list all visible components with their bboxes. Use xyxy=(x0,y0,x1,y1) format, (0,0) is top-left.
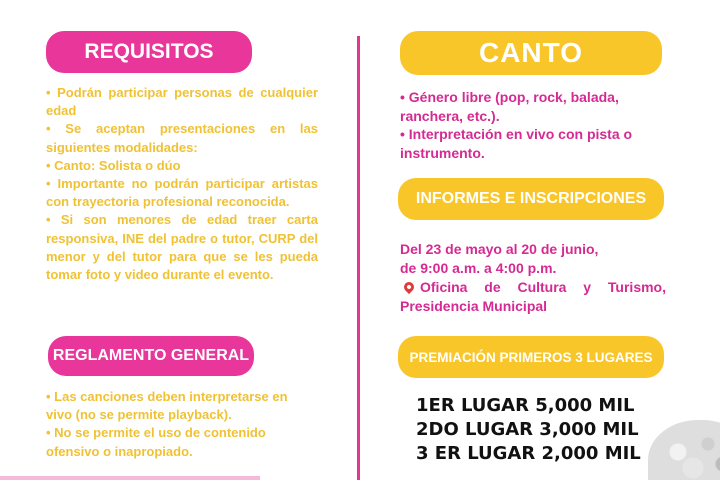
decorative-bottom-stripe xyxy=(0,476,260,480)
requisitos-heading-text: REQUISITOS xyxy=(84,40,214,63)
requisito-item: • Canto: Solista o dúo xyxy=(46,157,181,173)
reglamento-heading xyxy=(48,336,254,376)
column-divider xyxy=(357,36,360,480)
reglamento-item: • No se permite el uso de contenido ofensivo o inapropiado. xyxy=(46,425,266,459)
prize-second: 2DO LUGAR 3,000 MIL xyxy=(416,419,639,440)
premiacion-heading xyxy=(398,336,664,378)
informes-dates-line: Del 23 de mayo al 20 de junio, xyxy=(400,241,599,257)
canto-heading xyxy=(400,31,662,75)
canto-list xyxy=(400,88,666,162)
requisito-item: • Si son menores de edad traer carta responsiva, INE del padre o tutor, CURP del menor y del tutor para que se les pueda tomar foto y video durante el evento. xyxy=(46,212,318,283)
requisito-item: • Importante no podrán participar artistas con trayectoria profesional reconocida. xyxy=(46,176,318,210)
premiacion-heading-text: PREMIACIÓN PRIMEROS 3 LUGARES xyxy=(409,349,653,365)
requisito-item: • Podrán participar personas de cualquier edad xyxy=(46,85,318,119)
informes-hours-line: de 9:00 a.m. a 4:00 p.m. xyxy=(400,259,557,276)
canto-item: • Interpretación en vivo con pista o instrumento. xyxy=(400,126,633,161)
requisitos-heading xyxy=(46,31,252,73)
reglamento-heading-text: REGLAMENTO GENERAL xyxy=(52,347,250,364)
informes-dates xyxy=(400,240,666,277)
prize-list xyxy=(416,394,676,466)
reglamento-list xyxy=(46,388,306,461)
canto-heading-text: CANTO xyxy=(478,37,584,68)
map-pin-icon xyxy=(402,280,416,294)
prize-first: 1ER LUGAR 5,000 MIL xyxy=(416,395,635,416)
requisito-item: • Se aceptan presentaciones en las siguientes modalidades: xyxy=(46,121,318,155)
informes-heading xyxy=(398,178,664,220)
informes-place xyxy=(400,278,666,315)
prize-third: 3 ER LUGAR 2,000 MIL xyxy=(416,443,641,464)
informes-heading-text: INFORMES E INSCRIPCIONES xyxy=(415,190,647,207)
informes-place-text: Oficina de Cultura y Turismo, Presidencia Municipal xyxy=(400,279,666,314)
canto-item: • Género libre (pop, rock, balada, ranchera, etc.). xyxy=(400,89,619,124)
reglamento-item: • Las canciones deben interpretarse en vivo (no se permite playback). xyxy=(46,389,288,423)
requisitos-list xyxy=(46,84,318,284)
